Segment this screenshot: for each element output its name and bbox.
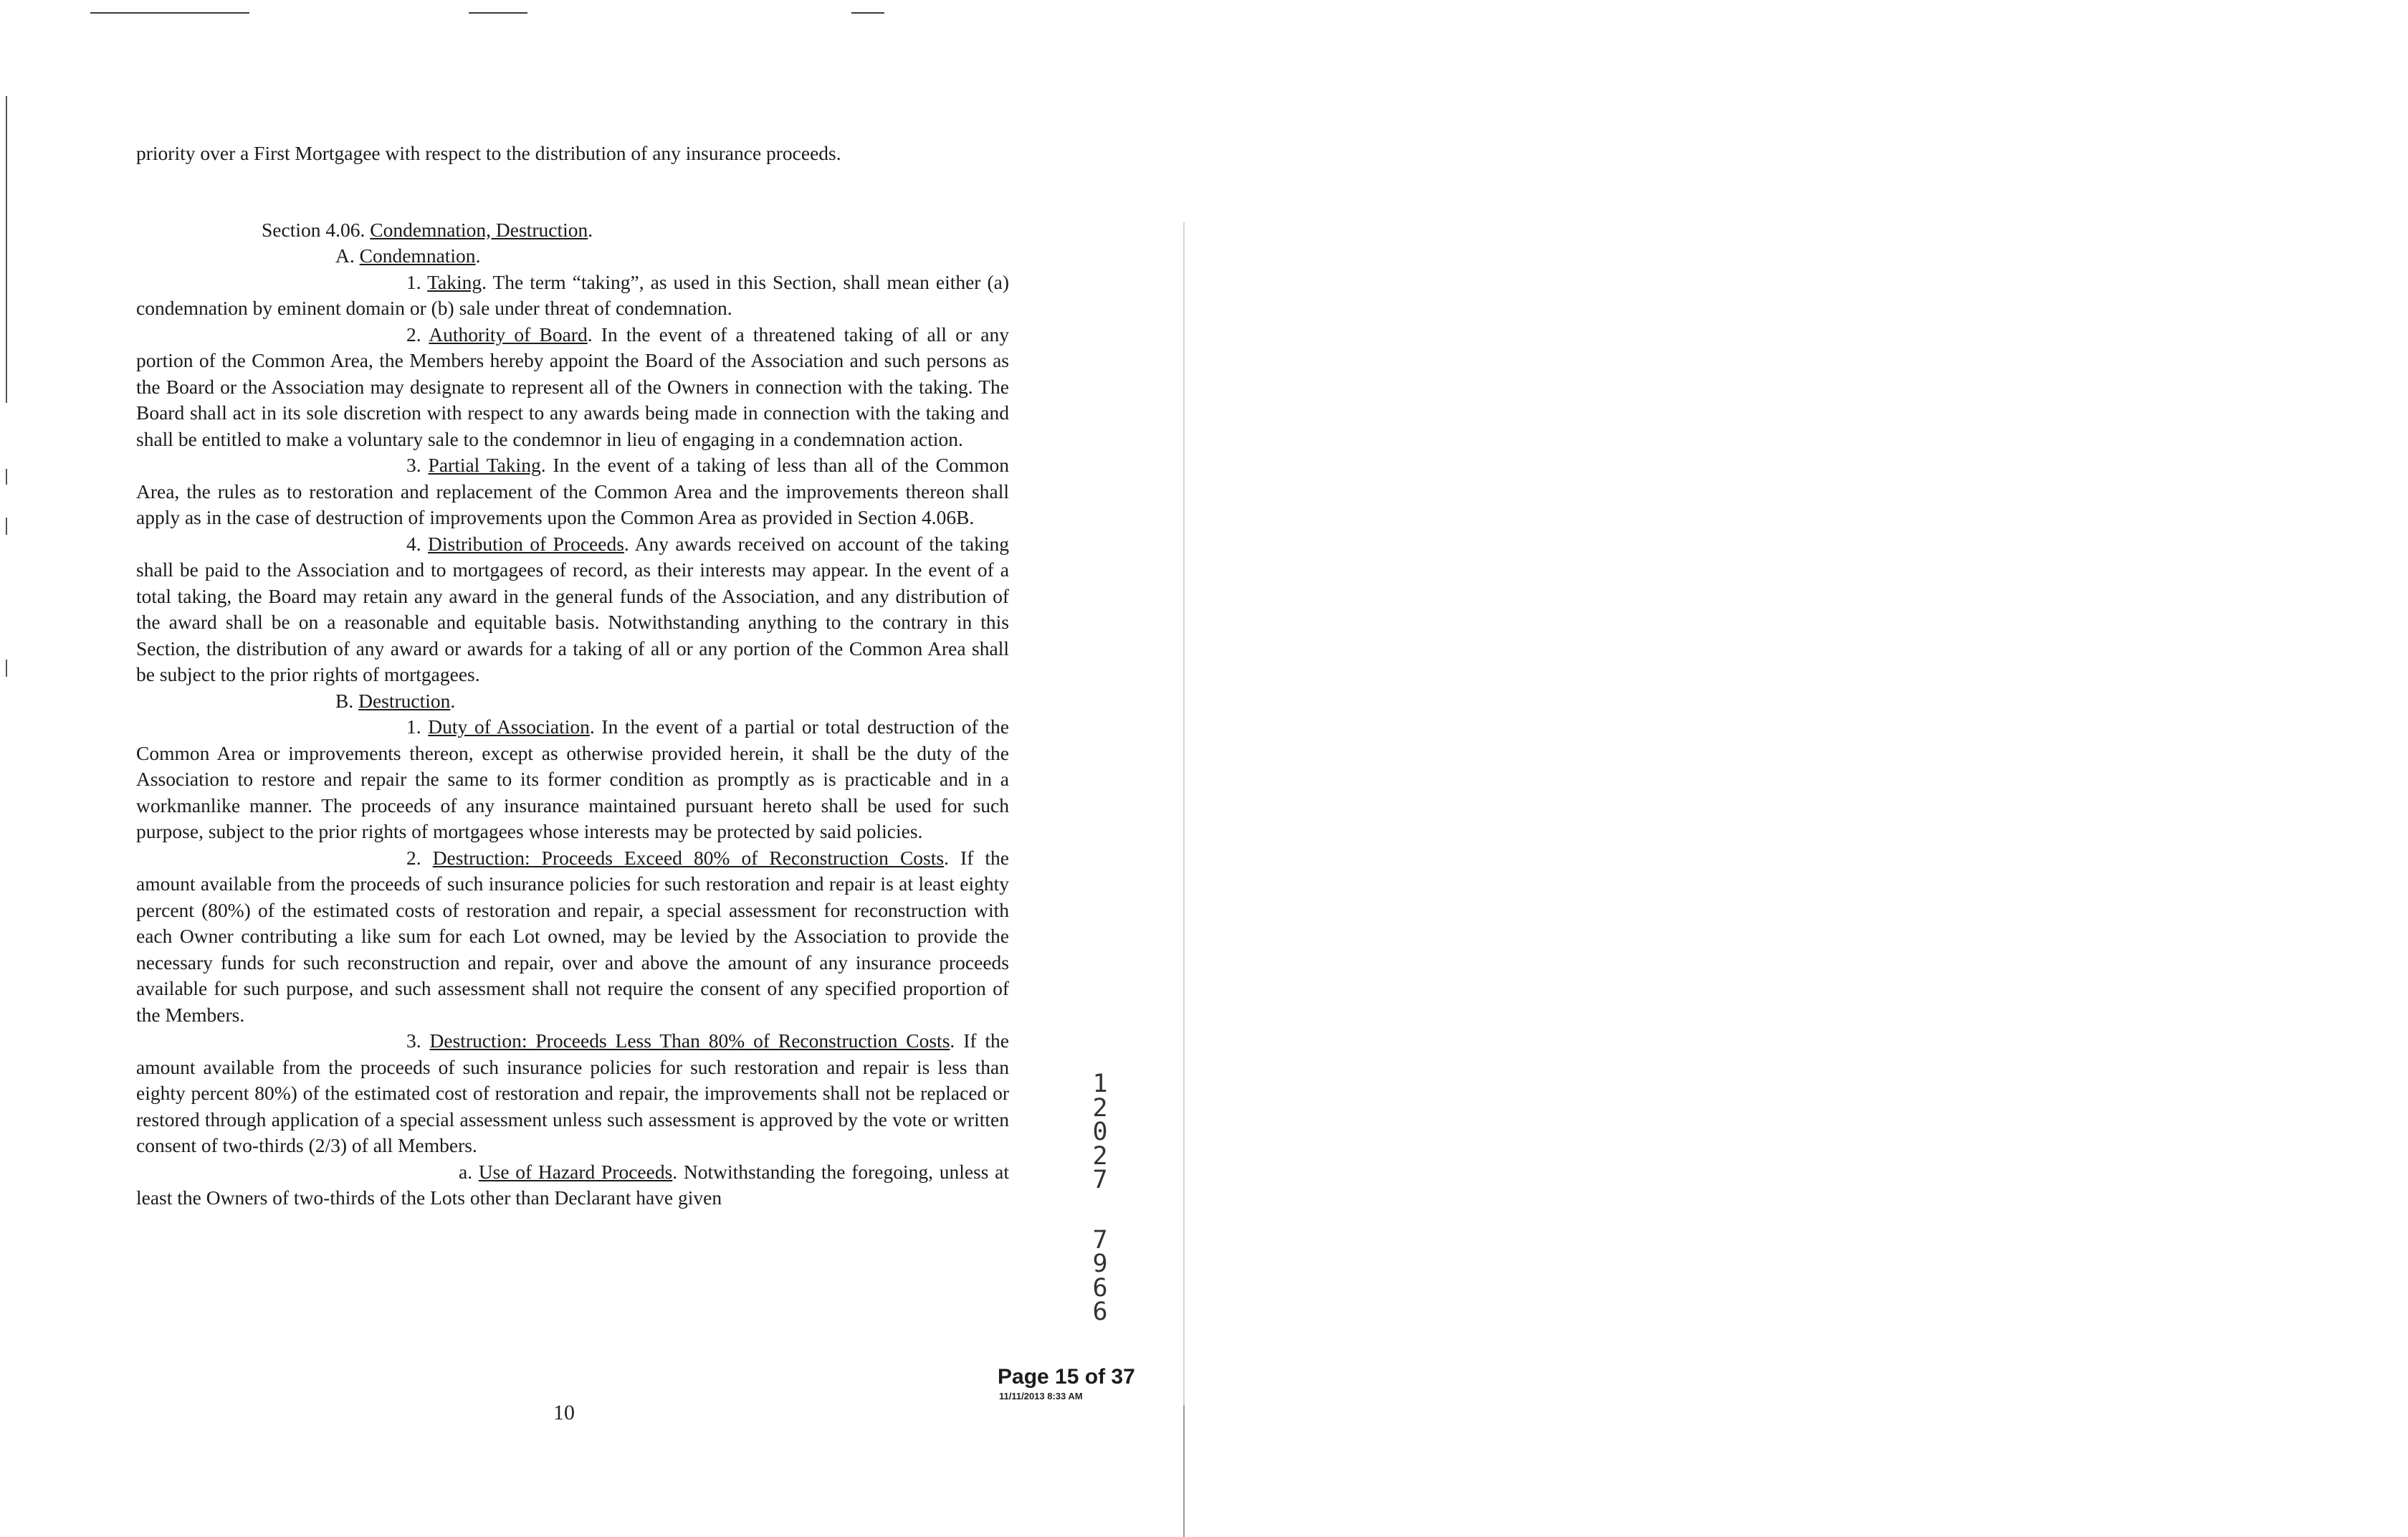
recording-digit: 0 (1092, 1118, 1108, 1146)
recording-digit: 7 (1092, 1166, 1108, 1194)
recording-digit: 1 (1092, 1070, 1108, 1098)
subsection-a-title: Condemnation (359, 244, 476, 267)
paragraph-a4-heading: Distribution of Proceeds (428, 532, 624, 555)
paragraph-a4: 4. Distribution of Proceeds. Any awards received on account of the taking shall be paid to the Association and to mortgagees of record, as their interests may appear. In the event of a total taking, the Board may retain any award in the general funds of the Association, and any distribution of the award shall be on a reasonable and equitable basis. Notwithstanding anything to the contrary in this Section, the distribution of any award or awards for a taking of all or any portion of the Common Area shall be subject to the prior rights of mortgagees. (136, 532, 1009, 685)
intro-paragraph: priority over a First Mortgagee with respect to the distribution of any insurance proceeds. (136, 142, 841, 164)
section-heading: Section 4.06. Condemnation, Destruction. (262, 218, 593, 241)
recording-gap (1086, 1193, 1114, 1229)
paragraph-b3a: a. Use of Hazard Proceeds. Notwithstanding the foregoing, unless at least the Owners of two-thirds of the Lots other than Declarant have given (136, 1160, 1010, 1209)
paragraph-a3-heading: Partial Taking (428, 454, 541, 476)
subsection-b-label: B. (335, 689, 354, 712)
paragraph-a3: 3. Partial Taking. In the event of a taking of less than all of the Common Area, the rules as to restoration and replacement of the Common Area and the improvements thereon shall apply as in the case of destruction of improvements upon the Common Area as provided in Section 4.06B. (136, 454, 1010, 528)
paragraph-b3a-number: a. (459, 1160, 473, 1183)
subsection-a-heading: A. Condemnation. (335, 244, 481, 267)
paragraph-b2-text: If the amount available from the proceeds of such insurance policies for such restoration and repair is at least eighty percent (80%) of the estimated costs of restoration and repair, a special assessment for reconstruction with each Owner contributing a like sum for each Lot owned, may be levied by the Association to provide the necessary funds for such reconstruction and repair, over and above the amount of any insurance proceeds available for such purpose, and such assessment shall not require the consent of any specified proportion of the Members. (136, 846, 1009, 1026)
recording-number-stamp (1086, 1072, 1114, 1325)
paragraph-b3-heading: Destruction: Proceeds Less Than 80% of Reconstruction Costs (429, 1029, 950, 1052)
paragraph-a3-number: 3. (406, 454, 421, 476)
scan-mark-left-edge-3 (6, 518, 7, 535)
paragraph-a4-number: 4. (406, 532, 421, 555)
scan-mark-top-middle (469, 12, 527, 14)
paragraph-a1: 1. Taking. The term “taking”, as used in this Section, shall mean either (a) condemnation by eminent domain or (b) sale under threat of condemnation. (136, 270, 1009, 319)
section-heading-text: Condemnation, Destruction (370, 218, 588, 241)
subsection-b-title: Destruction (358, 689, 451, 712)
paragraph-b2-number: 2. (406, 846, 421, 869)
paragraph-b2: 2. Destruction: Proceeds Exceed 80% of Reconstruction Costs. If the amount available from the proceeds of such insurance policies for such restoration and repair is at least eighty percent (80%) of the estimated costs of restoration and repair, a special assessment for reconstruction with each Owner contributing a like sum for each Lot owned, may be levied by the Association to provide the necessary funds for such reconstruction and repair, over and above the amount of any insurance proceeds available for such purpose, and such assessment shall not require the consent of any specified proportion of the Members. (136, 846, 1009, 1026)
document-body (136, 141, 1009, 1212)
paragraph-b3a-heading: Use of Hazard Proceeds (478, 1160, 673, 1183)
paragraph-a1-heading: Taking (427, 270, 482, 293)
paragraph-a2: 2. Authority of Board. In the event of a threatened taking of all or any portion of the Common Area, the Members hereby appoint the Board of the Association and such persons as the Board or the Association may designate to represent all of the Owners in connection with the taking. The Board shall act in its sole discretion with respect to any awards being made in connection with the taking and shall be entitled to make a voluntary sale to the condemnor in lieu of engaging in a condemnation action. (136, 323, 1010, 450)
paragraph-b1-text: In the event of a partial or total destruction of the Common Area or improvements thereon, except as otherwise provided herein, it shall be the duty of the Association to restore and repair the same to its former condition as promptly as is practicable and in a workmanlike manner. The proceeds of any insurance maintained pursuant hereto shall be used for such purpose, subject to the prior rights of mortgagees whose interests may be protected by said policies. (136, 715, 1009, 842)
recording-digit: 2 (1092, 1141, 1108, 1171)
subsection-b-heading: B. Destruction. (335, 689, 456, 712)
recording-digit: 9 (1092, 1250, 1108, 1278)
scan-mark-left-edge-1 (6, 96, 7, 403)
recording-digit: 7 (1092, 1225, 1108, 1255)
page-divider-shadow (1183, 1405, 1185, 1537)
paragraph-a4-text: Any awards received on account of the taking shall be paid to the Association and to mortgagees of record, as their interests may appear. In the event of a total taking, the Board may retain any award in the general funds of the Association, and any distribution of the award shall be on a reasonable and equitable basis. Notwithstanding anything to the contrary in this Section, the distribution of any award or awards for a taking of all or any portion of the Common Area shall be subject to the prior rights of mortgagees. (136, 532, 1009, 685)
scan-mark-top-left (90, 12, 249, 14)
paragraph-a2-heading: Authority of Board (429, 323, 588, 346)
page-number: 10 (553, 1401, 575, 1424)
paragraph-a1-text: The term “taking”, as used in this Section, shall mean either (a) condemnation by eminent domain or (b) sale under threat of condemnation. (136, 270, 1009, 319)
scan-mark-left-edge-4 (6, 660, 7, 677)
paragraph-b3-text: If the amount available from the proceeds of such insurance policies for such restoration and repair is less than eighty percent 80%) of the estimated cost of restoration and repair, the improvements shall not be replaced or restored through application of a special assessment unless such assessment is approved by the vote or written consent of two-thirds (2/3) of all Members. (136, 1029, 1009, 1156)
paragraph-a1-number: 1. (406, 270, 421, 293)
subsection-a-label: A. (335, 244, 355, 267)
paragraph-b3-number: 3. (406, 1029, 421, 1052)
paragraph-a3-text: In the event of a taking of less than all of the Common Area, the rules as to restoration and replacement of the Common Area and the improvements thereon shall apply as in the case of destruction of improvements upon the Common Area as provided in Section 4.06B. (136, 454, 1010, 528)
recording-digit: 2 (1092, 1093, 1108, 1123)
paragraph-b3: 3. Destruction: Proceeds Less Than 80% of Reconstruction Costs. If the amount available from the proceeds of such insurance policies for such restoration and repair is less than eighty percent 80%) of the estimated cost of restoration and repair, the improvements shall not be replaced or restored through application of a special assessment unless such assessment is approved by the vote or written consent of two-thirds (2/3) of all Members. (136, 1029, 1009, 1156)
recording-digit: 6 (1092, 1273, 1108, 1303)
scan-mark-top-right (851, 12, 884, 14)
paragraph-b3a-text: Notwithstanding the foregoing, unless at least the Owners of two-thirds of the Lots other than Declarant have given (136, 1160, 1010, 1209)
paragraph-a2-text: In the event of a threatened taking of all or any portion of the Common Area, the Members hereby appoint the Board of the Association and such persons as the Board or the Association may designate to represent all of the Owners in connection with the taking. The Board shall act in its sole discretion with respect to any awards being made in connection with the taking and shall be entitled to make a voluntary sale to the condemnor in lieu of engaging in a condemnation action. (136, 323, 1010, 450)
page-count: Page 15 of 37 (998, 1365, 1135, 1389)
scan-mark-left-edge-2 (6, 469, 7, 485)
paragraph-b1-heading: Duty of Association (428, 715, 590, 738)
recording-digit: 6 (1092, 1298, 1108, 1326)
page-divider (1183, 222, 1185, 1537)
paragraph-b1-number: 1. (406, 715, 421, 738)
page-stamp (998, 1365, 1135, 1402)
section-title: Section 4.06. (262, 218, 366, 241)
paragraph-a2-number: 2. (406, 323, 421, 346)
paragraph-b1: 1. Duty of Association. In the event of a partial or total destruction of the Common Area or improvements thereon, except as otherwise provided herein, it shall be the duty of the Association to restore and repair the same to its former condition as promptly as is practicable and in a workmanlike manner. The proceeds of any insurance maintained pursuant hereto shall be used for such purpose, subject to the prior rights of mortgagees whose interests may be protected by said policies. (136, 715, 1009, 842)
paragraph-b2-heading: Destruction: Proceeds Exceed 80% of Reconstruction Costs (432, 846, 945, 869)
page-timestamp: 11/11/2013 8:33 AM (999, 1391, 1083, 1402)
